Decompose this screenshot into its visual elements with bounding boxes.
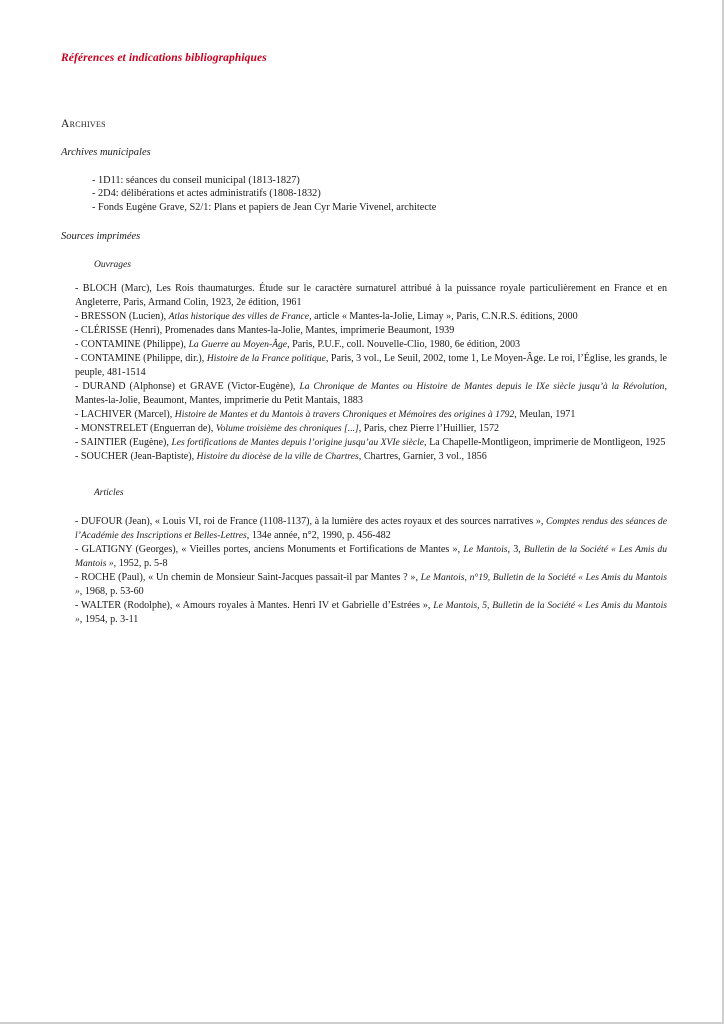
page-title: Références et indications bibliographiques	[61, 52, 267, 64]
list-item: - DURAND (Alphonse) et GRAVE (Victor-Eugène), La Chronique de Mantes ou Histoire de Mantes depuis le IXe siècle jusqu’à la Révolution, Mantes-la-Jolie, Beaumont, Mantes, imprimerie du Petit Mantais, 1883	[75, 381, 667, 406]
list-item: - LACHIVER (Marcel), Histoire de Mantes et du Mantois à travers Chroniques et Mémoires des origines à 1792, Meulan, 1971	[75, 409, 576, 420]
list-item: - SAINTIER (Eugène), Les fortifications de Mantes depuis l’origine jusqu’au XVIe siècle, La Chapelle-Montligeon, imprimerie de Montligeon, 1925	[75, 437, 666, 448]
list-item: - 2D4: délibérations et actes administratifs (1808-1832)	[92, 188, 321, 200]
subheading-ouvrages: Ouvrages	[94, 260, 131, 270]
list-item: - CONTAMINE (Philippe), La Guerre au Moyen-Âge, Paris, P.U.F., coll. Nouvelle-Clio, 1980, 6e édition, 2003	[75, 339, 521, 350]
list-item: - SOUCHER (Jean-Baptiste), Histoire du diocèse de la ville de Chartres, Chartres, Garnier, 3 vol., 1856	[75, 451, 487, 462]
section-heading-archives: Archives	[61, 118, 106, 130]
list-item: - BRESSON (Lucien), Atlas historique des villes de France, article « Mantes-la-Jolie, Limay », Paris, C.N.R.S. éditions, 2000	[75, 311, 578, 322]
subheading-articles: Articles	[94, 488, 124, 498]
list-item: - MONSTRELET (Enguerran de), Volume troisième des chroniques [...], Paris, chez Pierre l’Huillier, 1572	[75, 423, 500, 434]
list-item: - Fonds Eugène Grave, S2/1: Plans et papiers de Jean Cyr Marie Vivenel, architecte	[92, 201, 437, 213]
list-item: - DUFOUR (Jean), « Louis VI, roi de France (1108-1137), à la lumière des actes royaux et des sources narratives », Comptes rendus des séances de l’Académie des Inscriptions et Belles-Lettres, 134e année, n°2, 1990, p. 456-482	[75, 516, 667, 541]
list-item: - CLÉRISSE (Henri), Promenades dans Mantes-la-Jolie, Mantes, imprimerie Beaumont, 1939	[75, 325, 455, 336]
municipal-archives-list	[92, 174, 652, 214]
subheading-archives-municipales: Archives municipales	[61, 147, 151, 158]
list-item: - CONTAMINE (Philippe, dir.), Histoire de la France politique, Paris, 3 vol., Le Seuil, 2002, tome 1, Le Moyen-Âge. Le roi, l’Église, les grands, le peuple, 481-1514	[75, 353, 667, 378]
list-item: - BLOCH (Marc), Les Rois thaumaturges. Étude sur le caractère surnaturel attribué à la puissance royale particulièrement en France et en Angleterre, Paris, Armand Colin, 1923, 2e édition, 1961	[75, 283, 667, 308]
works-list	[75, 282, 667, 464]
articles-list	[75, 515, 667, 627]
list-item: - GLATIGNY (Georges), « Vieilles portes, anciens Monuments et Fortifications de Mantes », Le Mantois, 3, Bulletin de la Société « Les Amis du Mantois », 1952, p. 5-8	[75, 544, 667, 569]
list-item: - ROCHE (Paul), « Un chemin de Monsieur Saint-Jacques passait-il par Mantes ? », Le Mantois, n°19, Bulletin de la Société « Les Amis du Mantois », 1968, p. 53-60	[75, 572, 667, 597]
subheading-sources-imprimees: Sources imprimées	[61, 231, 141, 242]
list-item: - 1D11: séances du conseil municipal (1813-1827)	[92, 175, 300, 186]
list-item: - WALTER (Rodolphe), « Amours royales à Mantes. Henri IV et Gabrielle d’Estrées », Le Mantois, 5, Bulletin de la Société « Les Amis du Mantois », 1954, p. 3-11	[75, 600, 668, 625]
